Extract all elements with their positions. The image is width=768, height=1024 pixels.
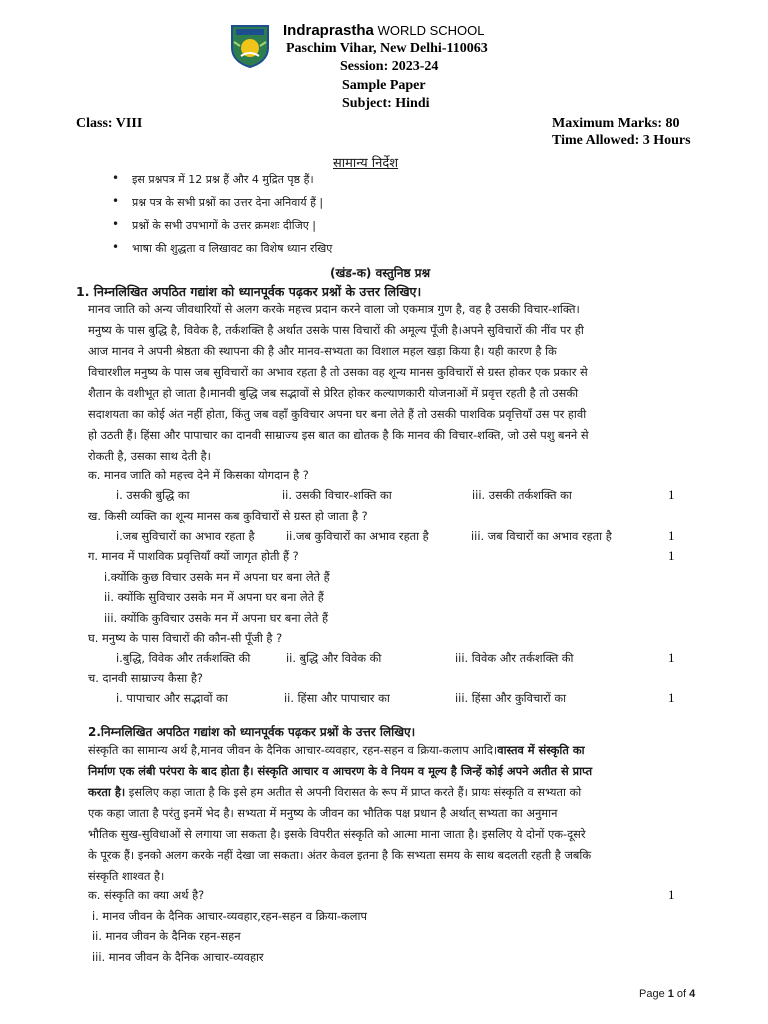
school-name-primary: Indraprastha xyxy=(283,22,374,39)
marks: 1 xyxy=(668,887,675,902)
page-total: 4 xyxy=(689,988,696,1000)
page-indicator xyxy=(639,988,695,1000)
section-heading: (खंड-क) वस्तुनिष्ठ प्रश्न xyxy=(330,266,431,280)
session: Session: 2023-24 xyxy=(340,59,439,74)
passage-line xyxy=(88,785,592,806)
passage-text-bold: वास्तव में संस्कृति का xyxy=(497,743,585,757)
instruction-item: • इस प्रश्नपत्र में 12 प्रश्न हैं और 4 मुद्रित पृष्ठ हैं। xyxy=(112,172,332,195)
option: ii. क्योंकि सुविचार उसके मन में अपना घर बना लेते हैं xyxy=(104,590,324,604)
passage-text: संस्कृति का सामान्य अर्थ है,मानव जीवन के दैनिक आचार-व्यवहार, रहन-सहन व क्रिया-कलाप आदि। xyxy=(88,743,498,757)
instructions-list xyxy=(112,172,332,264)
page-of: of xyxy=(673,988,690,1000)
question-2a: क. संस्कृति का क्या अर्थ है? xyxy=(88,888,205,902)
school-name xyxy=(283,22,485,40)
option: ii. मानव जीवन के दैनिक रहन-सहन xyxy=(92,929,241,943)
option: ii.जब कुविचारों का अभाव रहता है xyxy=(286,529,429,543)
option: ii. बुद्धि और विवेक की xyxy=(286,651,382,665)
passage-line: मनुष्य के पास बुद्धि है, विवेक है, तर्कशक्ति है अर्थात उसके पास विचारों की अमूल्य पूँजी है।अपने सुविचारों की नींव पर ही xyxy=(88,323,584,337)
passage-line: मानव जाति को अन्य जीवधारियों से अलग करके महत्त्व प्रदान करने वाला जो एकमात्र गुण है, वह है उसकी विचार-शक्ति। xyxy=(88,302,580,316)
question-2-title: 2.निम्नलिखित अपठित गद्यांश को ध्यानपूर्वक पढ़कर प्रश्नों के उत्तर लिखिए। xyxy=(88,725,416,739)
passage-line: शैतान के वशीभूत हो जाता है।मानवी बुद्धि जब सद्भावों से प्रेरित होकर कल्याणकारी योजनाओं में प्रवृत्त रहती है तो उसकी xyxy=(88,386,579,400)
option: i.बुद्धि, विवेक और तर्कशक्ति की xyxy=(116,651,251,665)
passage-line: सदाशयता का कोई अंत नहीं होता, किंतु जब वहाँ कुविचार अपना घर बना लेते हैं तो उसकी पाशविक प्रवृत्तियाँ उस पर हावी xyxy=(88,407,587,421)
school-address: Paschim Vihar, New Delhi-110063 xyxy=(286,41,488,56)
option: iii. क्योंकि कुविचार उसके मन में अपना घर बना लेते हैं xyxy=(104,611,329,625)
marks: 1 xyxy=(668,690,675,705)
option: iii. जब विचारों का अभाव रहता है xyxy=(471,529,612,543)
question-1a: क. मानव जाति को महत्त्व देने में किसका योगदान है ? xyxy=(88,468,309,482)
marks: 1 xyxy=(668,650,675,665)
passage-line: भौतिक सुख-सुविधाओं से लगाया जा सकता है। इसके विपरीत संस्कृति को आत्मा माना जाता है। इसलिए ये दोनों एक-दूसरे xyxy=(88,827,586,841)
option: iii. विवेक और तर्कशक्ति की xyxy=(455,651,574,665)
option: i.क्योंकि कुछ विचार उसके मन में अपना घर बना लेते हैं xyxy=(104,570,330,584)
option: iii. हिंसा और कुविचारों का xyxy=(455,691,567,705)
instructions-title: सामान्य निर्देश xyxy=(333,156,399,171)
subject: Subject: Hindi xyxy=(342,96,430,111)
option: i. मानव जीवन के दैनिक आचार-व्यवहार,रहन-सहन व क्रिया-कलाप xyxy=(92,909,367,923)
option: i. पापाचार और सद्भावों का xyxy=(116,691,228,705)
page-number: 1 xyxy=(667,988,674,1000)
max-marks: Maximum Marks: 80 xyxy=(552,116,680,131)
passage-line: संस्कृति शाश्वत है। xyxy=(88,869,165,883)
passage-line: निर्माण एक लंबी परंपरा के बाद होता है। संस्कृति आचार व आचरण के वे नियम व मूल्य है जिन्हें कोई अपने अतीत से प्राप्त xyxy=(88,764,593,778)
passage-line: हो उठती हैं। हिंसा और पापाचार का दानवी साम्राज्य इस बात का द्योतक है कि मानव की विचार-शक्ति, जो उसे पशु बनने से xyxy=(88,428,589,442)
school-name-secondary: WORLD SCHOOL xyxy=(377,23,485,38)
option: ii. उसकी विचार-शक्ति का xyxy=(282,488,392,502)
instruction-item: • प्रश्नों के सभी उपभागों के उत्तर क्रमशः दीजिए | xyxy=(112,218,332,241)
option: iii. मानव जीवन के दैनिक आचार-व्यवहार xyxy=(92,950,264,964)
passage-line: के पूरक हैं। इनको अलग करके नहीं देखा जा सकता। अंतर केवल इतना है कि सभ्यता समय के साथ बदलती रहती है जबकि xyxy=(88,848,592,862)
question-1-passage xyxy=(88,302,589,470)
passage-line: रोकती है, उसका साथ देती है। xyxy=(88,449,211,463)
marks: 1 xyxy=(668,487,675,502)
page-label: Page xyxy=(639,988,668,1000)
option: iii. उसकी तर्कशक्ति का xyxy=(472,488,572,502)
passage-line: आज मानव ने अपनी श्रेष्ठता की स्थापना की है और मानव-सभ्यता का विशाल महल खड़ा किया है। यही कारण है कि xyxy=(88,344,557,358)
instruction-item: • प्रश्न पत्र के सभी प्रश्नों का उत्तर देना अनिवार्य हैं | xyxy=(112,195,332,218)
instruction-item: • भाषा की शुद्धता व लिखावट का विशेष ध्यान रखिए xyxy=(112,241,332,264)
school-logo xyxy=(227,22,273,68)
question-1-title: 1. निम्नलिखित अपठित गद्यांश को ध्यानपूर्वक पढ़कर प्रश्नों के उत्तर लिखिए। xyxy=(76,284,422,299)
passage-line: विचारशील मनुष्य के पास जब सुविचारों का अभाव रहता है तो उसका वह शून्य मानस कुविचारों से ग्रस्त होकर एक प्रकार से xyxy=(88,365,588,379)
option: i.जब सुविचारों का अभाव रहता है xyxy=(116,529,255,543)
marks: 1 xyxy=(668,528,675,543)
marks: 1 xyxy=(668,548,675,563)
paper-type: Sample Paper xyxy=(342,78,426,93)
question-1d: घ. मनुष्य के पास विचारों की कौन-सी पूँजी है ? xyxy=(88,631,283,645)
question-2-passage xyxy=(88,743,592,890)
question-1e: च. दानवी साम्राज्य कैसा है? xyxy=(88,671,203,685)
option: i. उसकी बुद्धि का xyxy=(116,488,190,502)
option: ii. हिंसा और पापाचार का xyxy=(284,691,390,705)
class-label: Class: VIII xyxy=(76,116,143,131)
time-allowed: Time Allowed: 3 Hours xyxy=(552,133,691,148)
passage-line xyxy=(88,743,592,764)
passage-text-bold: करता है। xyxy=(88,785,126,799)
question-1b: ख. किसी व्यक्ति का शून्य मानस कब कुविचारों से ग्रस्त हो जाता है ? xyxy=(88,509,368,523)
passage-line: एक कहा जाता है परंतु इनमें भेद है। सभ्यता में मनुष्य के जीवन का भौतिक पक्ष प्रधान है अर्थात् सभ्यता का अनुमान xyxy=(88,806,558,820)
passage-text: इसलिए कहा जाता है कि इसे हम अतीत से अपनी विरासत के रूप में प्राप्त करते हैं। प्रायः संस्कृति व सभ्यता को xyxy=(125,785,582,799)
question-1c: ग. मानव में पाशविक प्रवृत्तियाँ क्यों जागृत होती हैं ? xyxy=(88,549,299,563)
